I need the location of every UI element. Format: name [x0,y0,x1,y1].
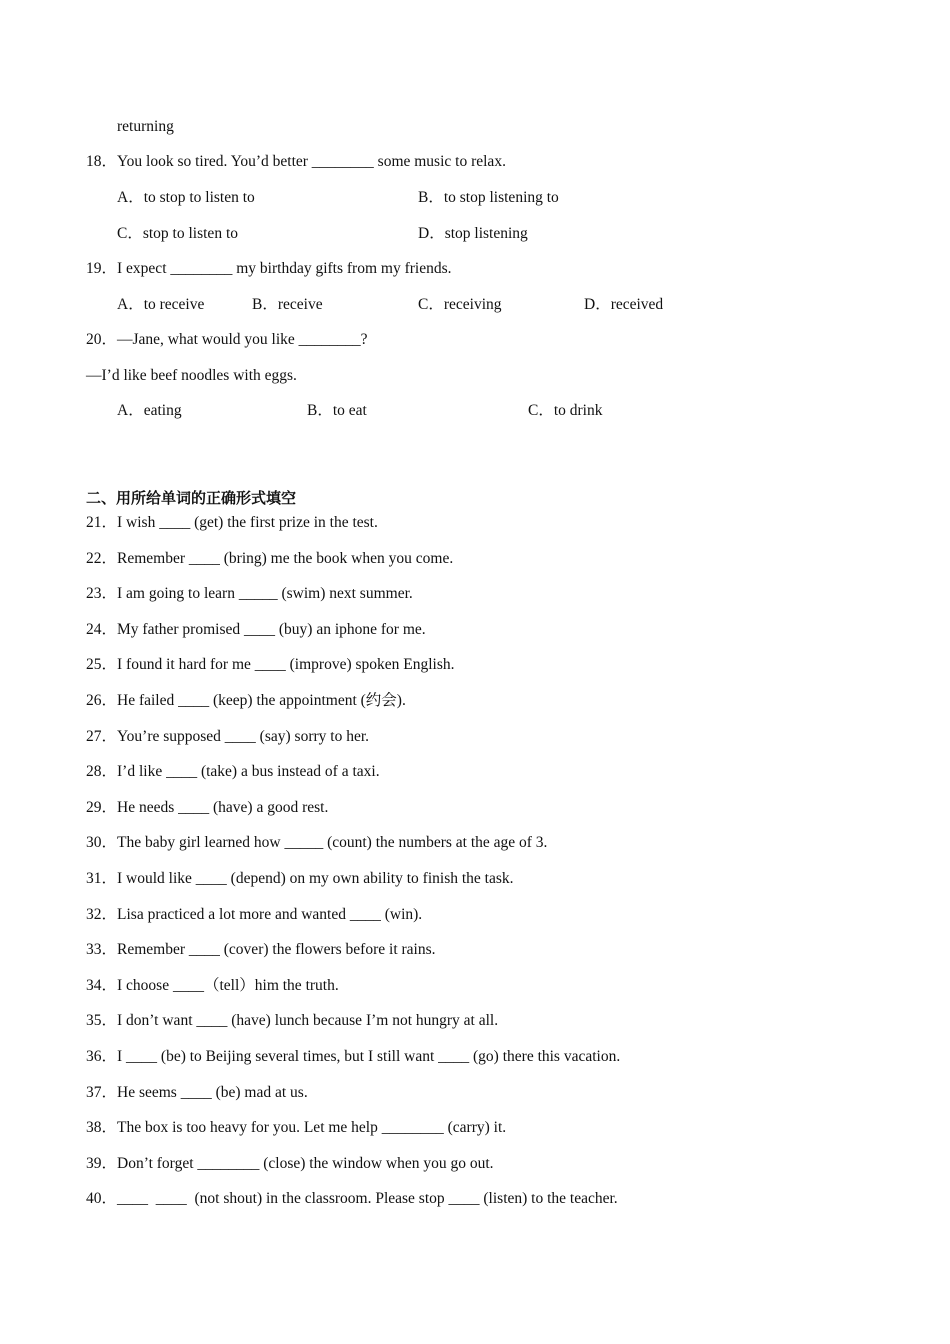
question-number: 28． [86,763,118,781]
option-20-b: B．to eat [307,402,367,419]
fill-in-question [86,833,547,853]
question-text: I’d like ____ (take) a bus instead of a taxi. [117,763,380,781]
question-20 [86,330,368,350]
question-number: 33． [86,941,118,959]
section-two-title: 二、用所给单词的正确形式填空 [86,489,297,507]
question-number: 38． [86,1119,118,1137]
option-19-d: D．received [584,296,664,313]
question-text: He needs ____ (have) a good rest. [117,798,329,816]
question-text: I choose ____（tell）him the truth. [117,976,339,994]
question-number: 30． [86,834,118,852]
question-text: The baby girl learned how _____ (count) the numbers at the age of 3. [117,834,548,852]
fill-in-question [86,584,413,604]
option-20-c: C．to drink [528,402,603,419]
option-18-b: B．to stop listening to [418,189,559,206]
question-text: The box is too heavy for you. Let me help ________ (carry) it. [117,1119,507,1137]
fill-in-question [86,1118,506,1138]
question-number: 20． [86,331,118,348]
question-text: I don’t want ____ (have) lunch because I’m not hungry at all. [117,1012,499,1030]
fill-in-question [86,727,369,747]
question-number: 37． [86,1083,118,1101]
option-19-a: A．to receive [117,296,205,313]
question-text: Don’t forget ________ (close) the window when you go out. [117,1154,494,1172]
question-text: I wish ____ (get) the first prize in the test. [117,514,378,531]
question-number: 36． [86,1048,118,1065]
question-number: 29． [86,798,118,816]
question-text: —Jane, what would you like ________? [117,331,368,348]
question-number: 18． [86,153,118,170]
question-number: 31． [86,870,118,887]
question-text: I am going to learn _____ (swim) next summer. [117,585,413,603]
fill-in-question [86,655,455,675]
fill-in-question [86,798,328,818]
fill-in-question [86,513,378,533]
option-18-a: A．to stop to listen to [117,189,255,206]
option-19-b: B．receive [252,296,323,313]
question-number: 34． [86,976,118,994]
fill-in-question [86,1083,308,1103]
fill-in-question [86,976,339,996]
question-text: I expect ________ my birthday gifts from my friends. [117,260,452,277]
fill-in-question [86,869,514,889]
fill-in-question [86,1047,620,1067]
question-number: 22． [86,549,118,567]
fill-in-question [86,549,453,569]
question-number: 19． [86,260,118,277]
question-text: ____ ____ (not shout) in the classroom. Please stop ____ (listen) to the teacher. [117,1190,618,1208]
question-number: 32． [86,905,118,923]
question-text: He seems ____ (be) mad at us. [117,1083,308,1101]
question-18 [86,152,506,172]
question-number: 35． [86,1012,118,1030]
option-20-a: A．eating [117,402,182,419]
fill-in-question [86,1154,494,1174]
option-19-c: C．receiving [418,296,502,313]
option-18-c: C．stop to listen to [117,225,238,242]
fill-in-question [86,691,406,711]
fill-in-question [86,940,436,960]
question-text: You look so tired. You’d better ________ some music to relax. [117,153,506,170]
fill-in-question [86,1189,618,1209]
question-number: 39． [86,1154,118,1172]
question-number: 24． [86,620,118,638]
question-text: I ____ (be) to Beijing several times, but I still want ____ (go) there this vacation. [117,1048,621,1065]
question-text: You’re supposed ____ (say) sorry to her. [117,727,370,745]
question-text: He failed ____ (keep) the appointment (约会). [117,692,406,709]
question-number: 25． [86,656,118,674]
question-number: 27． [86,727,118,745]
question-number: 21． [86,514,118,531]
fill-in-question [86,620,426,640]
option-returning: returning [117,118,174,135]
question-number: 26． [86,692,118,709]
question-20-reply: —I’d like beef noodles with eggs. [86,367,297,384]
question-text: Remember ____ (bring) me the book when you come. [117,549,454,567]
question-text: My father promised ____ (buy) an iphone for me. [117,620,426,638]
fill-in-question [86,1011,498,1031]
question-text: Lisa practiced a lot more and wanted ____ (win). [117,905,423,923]
question-text: I found it hard for me ____ (improve) spoken English. [117,656,455,674]
question-number: 40． [86,1190,118,1208]
question-number: 23． [86,585,118,603]
fill-in-question [86,762,380,782]
option-18-d: D．stop listening [418,225,528,242]
question-text: Remember ____ (cover) the flowers before it rains. [117,941,436,959]
question-text: I would like ____ (depend) on my own ability to finish the task. [117,870,514,887]
question-19 [86,259,452,279]
fill-in-question [86,905,422,925]
